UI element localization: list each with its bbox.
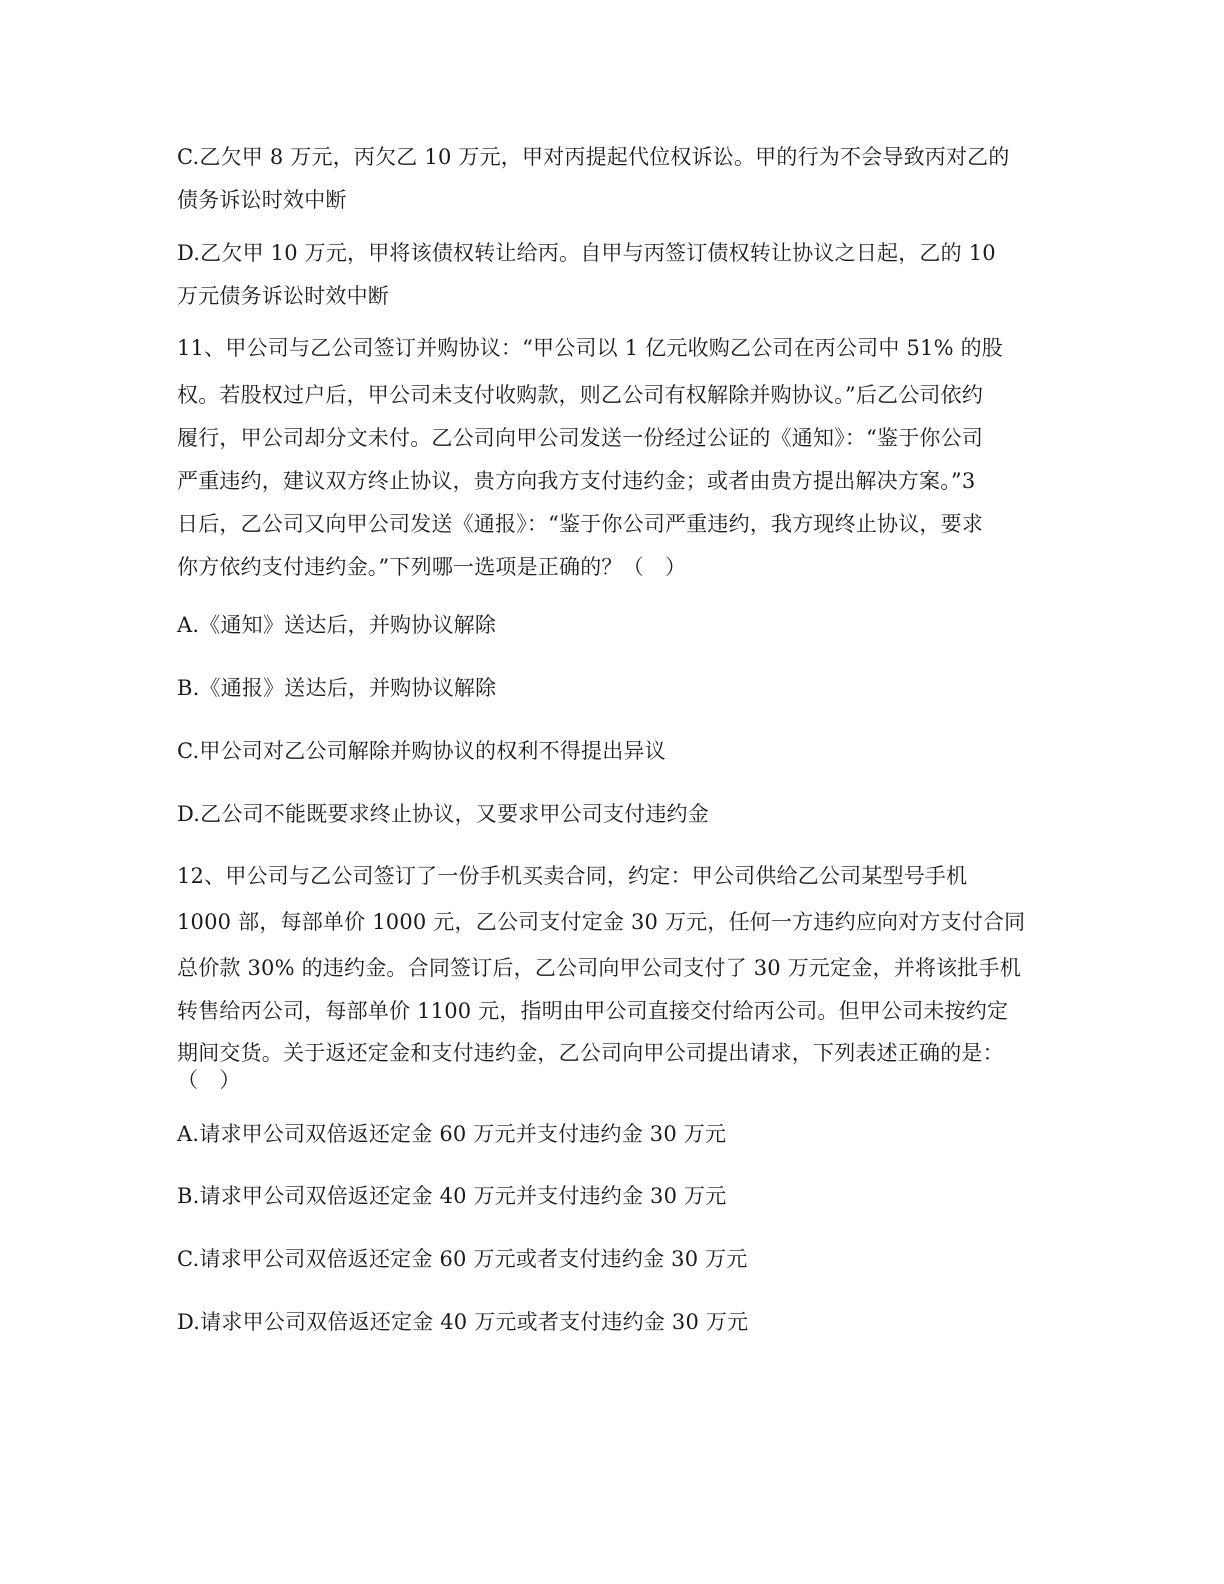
q11-stem-line-1: 11、甲公司与乙公司签订并购协议：“甲公司以 1 亿元收购乙公司在丙公司中 51% 的股 [177,336,1003,360]
q12-option-c: C.请求甲公司双倍返还定金 60 万元或者支付违约金 30 万元 [177,1247,748,1271]
q11-stem-line-4: 严重违约，建议双方终止协议，贵方向我方支付违约金；或者由贵方提出解决方案。”3 [177,469,976,493]
q11-option-c: C.甲公司对乙公司解除并购协议的权利不得提出异议 [177,739,666,763]
q10-option-d-line-2: 万元债务诉讼时效中断 [177,284,389,308]
q12-option-a: A.请求甲公司双倍返还定金 60 万元并支付违约金 30 万元 [177,1122,727,1146]
q11-stem-line-5: 日后，乙公司又向甲公司发送《通报》：“鉴于你公司严重违约，我方现终止协议，要求 [177,512,984,536]
q12-stem-line-5: 期间交货。关于返还定金和支付违约金，乙公司向甲公司提出请求，下列表述正确的是： [177,1041,1004,1065]
q11-stem-line-6: 你方依约支付违约金。”下列哪一选项是正确的？（ ） [177,555,687,579]
q12-option-b: B.请求甲公司双倍返还定金 40 万元并支付违约金 30 万元 [177,1184,727,1208]
q11-stem-line-3: 履行，甲公司却分文未付。乙公司向甲公司发送一份经过公证的《通知》：“鉴于你公司 [177,426,984,450]
q12-stem-line-1: 12、甲公司与乙公司签订了一份手机买卖合同，约定：甲公司供给乙公司某型号手机 [177,864,968,888]
q12-option-d: D.请求甲公司双倍返还定金 40 万元或者支付违约金 30 万元 [177,1310,749,1334]
q10-option-d-line-1: D.乙欠甲 10 万元，甲将该债权转让给丙。自甲与丙签订债权转让协议之日起，乙的 10 [177,241,996,265]
q12-stem-line-4: 转售给丙公司，每部单价 1100 元，指明由甲公司直接交付给丙公司。但甲公司未按约定 [177,999,1009,1023]
q12-stem-line-3: 总价款 30% 的违约金。合同签订后，乙公司向甲公司支付了 30 万元定金，并将该批手机 [177,956,1021,980]
q10-option-c-line-1: C.乙欠甲 8 万元，丙欠乙 10 万元，甲对丙提起代位权诉讼。甲的行为不会导致丙对乙的 [177,145,1010,169]
q12-stem-line-2: 1000 部，每部单价 1000 元，乙公司支付定金 30 万元，任何一方违约应向对方支付合同 [177,910,1026,934]
q11-stem-line-2: 权。若股权过户后，甲公司未支付收购款，则乙公司有权解除并购协议。”后乙公司依约 [177,383,984,407]
q12-stem-line-6: （ ） [177,1068,241,1092]
q11-option-b: B.《通报》送达后，并购协议解除 [177,676,497,700]
q10-option-c-line-2: 债务诉讼时效中断 [177,188,347,212]
q11-option-d: D.乙公司不能既要求终止协议，又要求甲公司支付违约金 [177,802,709,826]
q11-option-a: A.《通知》送达后，并购协议解除 [177,613,497,637]
